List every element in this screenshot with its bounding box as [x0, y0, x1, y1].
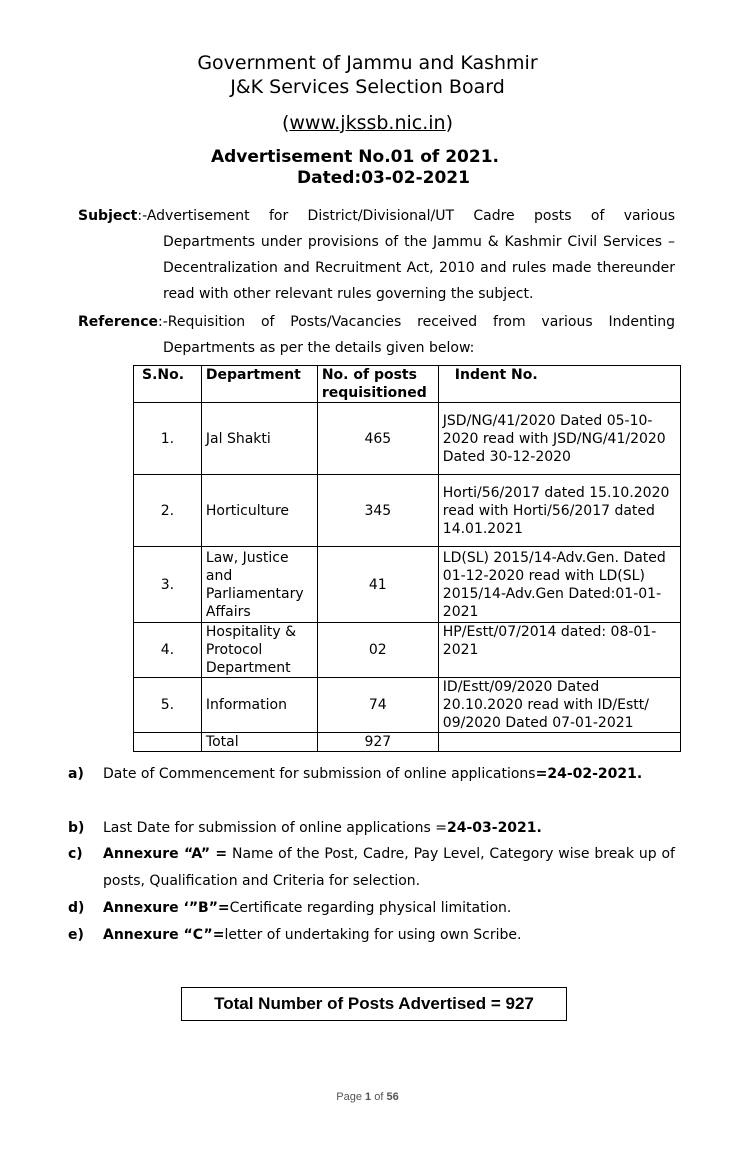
table-row [134, 678, 681, 733]
header-website: (www.jkssb.nic.in) [281, 112, 454, 134]
list-item-annexure-a [68, 841, 675, 895]
reference-text: :-Requisition of Posts/Vacancies received from various Indenting Departments as per the details given below: [158, 314, 675, 356]
table-total-row [134, 733, 681, 752]
item-text: Name of the Post, Cadre, Pay Level, Category wise break up of posts, Qualification and Criteria for selection. [103, 846, 675, 889]
total-posts-box: Total Number of Posts Advertised = 927 [181, 987, 567, 1021]
header-line-government: Government of Jammu and Kashmir [197, 52, 538, 74]
table-header-row [134, 366, 681, 403]
cell-posts: 02 [317, 623, 438, 678]
cell-sno: 1. [134, 403, 202, 475]
advertisement-date: Dated:03-02-2021 [297, 168, 470, 188]
cell-sno: 3. [134, 547, 202, 623]
col-header-department: Department [201, 366, 317, 403]
reference-label: Reference [78, 314, 159, 330]
subject-label: Subject [78, 208, 138, 224]
cell-department: Law, Justice and Parliamentary Affairs [201, 547, 317, 623]
item-label: b) [68, 820, 85, 836]
item-label: d) [68, 900, 85, 916]
list-item-last-date [68, 815, 675, 842]
table-row [134, 403, 681, 475]
item-label: a) [68, 766, 84, 782]
list-item-annexure-b [68, 895, 675, 922]
cell-empty [134, 733, 202, 752]
website-link[interactable]: www.jkssb.nic.in [289, 112, 446, 134]
cell-indent: JSD/NG/41/2020 Dated 05-10-2020 read with JSD/NG/41/2020 Dated 30-12-2020 [438, 403, 680, 475]
cell-sno: 5. [134, 678, 202, 733]
footer-page-total: 56 [386, 1091, 399, 1103]
cell-indent: HP/Estt/07/2014 dated: 08-01-2021 [438, 623, 680, 678]
cell-indent: Horti/56/2017 dated 15.10.2020 read with Horti/56/2017 dated 14.01.2021 [438, 475, 680, 547]
item-date: =24-02-2021. [535, 766, 643, 782]
item-annexure-label: Annexure ‘”B”= [103, 900, 230, 916]
item-annexure-label: Annexure “A” = [103, 846, 228, 862]
cell-sno: 4. [134, 623, 202, 678]
item-annexure-label: Annexure “C”= [103, 927, 225, 943]
table-row [134, 623, 681, 678]
cell-total-value: 927 [317, 733, 438, 752]
col-header-posts: No. of posts requisitioned [317, 366, 438, 403]
cell-total-label: Total [201, 733, 317, 752]
cell-empty [438, 733, 680, 752]
footer-prefix: Page [336, 1091, 366, 1103]
header-line-board: J&K Services Selection Board [230, 76, 505, 98]
cell-department: Horticulture [201, 475, 317, 547]
page-footer [0, 1091, 735, 1103]
item-text: Date of Commencement for submission of online applications [103, 766, 536, 782]
advertisement-number: Advertisement No.01 of 2021. [210, 147, 500, 167]
cell-department: Jal Shakti [201, 403, 317, 475]
cell-indent: LD(SL) 2015/14-Adv.Gen. Dated 01-12-2020 read with LD(SL) 2015/14-Adv.Gen Dated:01-01-2021 [438, 547, 680, 623]
posts-table [133, 365, 681, 752]
item-text: Certificate regarding physical limitation. [229, 900, 512, 916]
subject-block [78, 203, 675, 307]
table-row [134, 547, 681, 623]
col-header-indent: Indent No. [438, 366, 680, 403]
col-header-sno: S.No. [134, 366, 202, 403]
item-date: 24-03-2021. [446, 820, 542, 836]
item-label: c) [68, 846, 83, 862]
cell-department: Hospitality & Protocol Department [201, 623, 317, 678]
item-text: letter of undertaking for using own Scribe. [224, 927, 522, 943]
item-text: Last Date for submission of online applications = [103, 820, 447, 836]
footer-page-number: 1 [365, 1091, 372, 1103]
cell-sno: 2. [134, 475, 202, 547]
footer-of: of [371, 1091, 387, 1103]
cell-posts: 74 [317, 678, 438, 733]
table-row [134, 475, 681, 547]
subject-text: :-Advertisement for District/Divisional/UT Cadre posts of various Departments under provisions of the Jammu & Kashmir Civil Services – Decentralization and Recruitment Act, 2010 and rules made thereunder read with other relevant rules governing the subject. [137, 208, 675, 302]
cell-posts: 345 [317, 475, 438, 547]
list-item-commencement [68, 761, 675, 788]
cell-posts: 465 [317, 403, 438, 475]
cell-department: Information [201, 678, 317, 733]
reference-block [78, 309, 675, 361]
item-label: e) [68, 927, 84, 943]
list-item-annexure-c [68, 922, 675, 949]
cell-posts: 41 [317, 547, 438, 623]
cell-indent: ID/Estt/09/2020 Dated 20.10.2020 read with ID/Estt/ 09/2020 Dated 07-01-2021 [438, 678, 680, 733]
